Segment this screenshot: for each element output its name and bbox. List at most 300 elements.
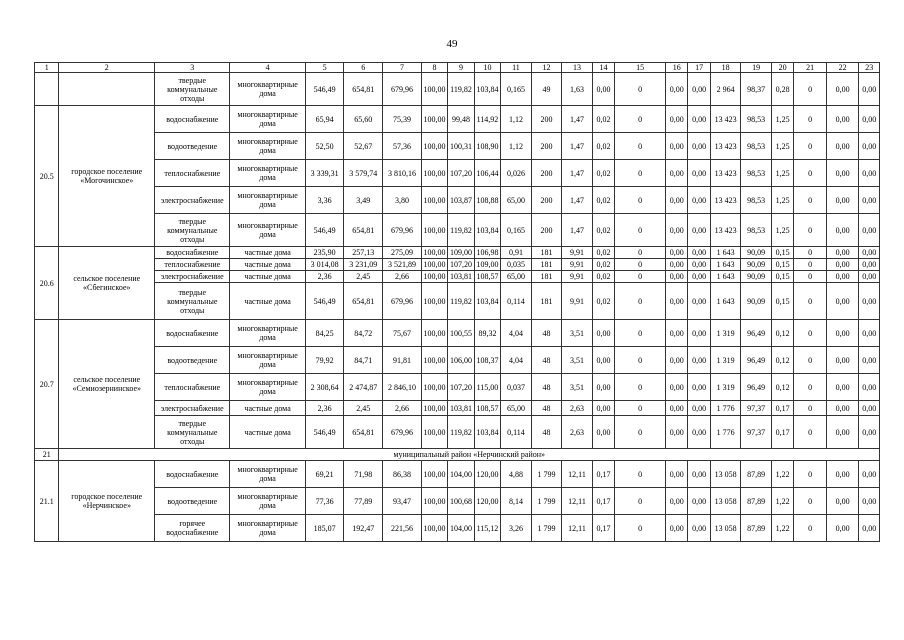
value-cell: 679,96 (383, 283, 422, 320)
value-cell: 57,36 (383, 133, 422, 160)
table-row (35, 401, 880, 416)
value-cell: 0,00 (688, 461, 710, 488)
value-cell: 103,81 (448, 401, 474, 416)
value-cell: 13 058 (710, 488, 741, 515)
value-cell: 49 (531, 73, 562, 106)
value-cell: 97,37 (741, 401, 772, 416)
value-cell: 0 (794, 187, 827, 214)
value-cell: 0 (794, 488, 827, 515)
value-cell: 0,00 (666, 461, 688, 488)
value-cell: 0,00 (688, 247, 710, 259)
value-cell: 0,00 (666, 515, 688, 542)
value-cell: 90,09 (741, 283, 772, 320)
value-cell: 200 (531, 106, 562, 133)
value-cell: 0 (615, 488, 666, 515)
value-cell: 0,00 (826, 461, 859, 488)
value-cell: 65,00 (501, 271, 532, 283)
value-cell: 0,02 (592, 259, 614, 271)
value-cell: 0,00 (826, 247, 859, 259)
column-number: 6 (344, 63, 383, 73)
value-cell: 654,81 (344, 283, 383, 320)
value-cell: 90,09 (741, 247, 772, 259)
value-cell: 0,00 (666, 187, 688, 214)
value-cell: 0,02 (592, 106, 614, 133)
value-cell: 0,00 (666, 106, 688, 133)
value-cell: 0,00 (826, 160, 859, 187)
service-cell: твердые коммунальные отходы (155, 73, 230, 106)
value-cell: 0,00 (859, 247, 880, 259)
value-cell: 120,00 (474, 461, 500, 488)
value-cell: 119,82 (448, 416, 474, 449)
column-number: 16 (666, 63, 688, 73)
value-cell: 0,00 (826, 374, 859, 401)
value-cell: 0,00 (859, 133, 880, 160)
value-cell: 0,15 (771, 247, 793, 259)
value-cell: 0,00 (592, 401, 614, 416)
value-cell: 0,15 (771, 271, 793, 283)
housing-cell: многоквартирные дома (230, 133, 305, 160)
value-cell: 0 (794, 106, 827, 133)
value-cell: 0,114 (501, 416, 532, 449)
value-cell: 1 319 (710, 347, 741, 374)
value-cell: 0,00 (592, 73, 614, 106)
value-cell: 108,37 (474, 347, 500, 374)
value-cell: 0,00 (666, 214, 688, 247)
value-cell: 93,47 (383, 488, 422, 515)
value-cell: 0,00 (859, 347, 880, 374)
group-id: 21.1 (35, 461, 59, 542)
value-cell: 181 (531, 259, 562, 271)
column-number: 13 (562, 63, 593, 73)
value-cell: 1,47 (562, 214, 593, 247)
value-cell: 100,55 (448, 320, 474, 347)
value-cell: 100,00 (421, 401, 447, 416)
value-cell: 0 (615, 515, 666, 542)
value-cell: 96,49 (741, 320, 772, 347)
value-cell: 0,00 (666, 416, 688, 449)
value-cell: 0,00 (859, 259, 880, 271)
housing-cell: частные дома (230, 283, 305, 320)
value-cell: 98,53 (741, 133, 772, 160)
group-id: 20.6 (35, 247, 59, 320)
value-cell: 100,00 (421, 271, 447, 283)
value-cell: 65,60 (344, 106, 383, 133)
value-cell: 2 308,64 (305, 374, 344, 401)
value-cell: 4,88 (501, 461, 532, 488)
table-row (35, 320, 880, 347)
value-cell: 103,84 (474, 214, 500, 247)
housing-cell: многоквартирные дома (230, 461, 305, 488)
column-number: 15 (615, 63, 666, 73)
value-cell: 3 810,16 (383, 160, 422, 187)
value-cell: 679,96 (383, 73, 422, 106)
value-cell: 1,22 (771, 488, 793, 515)
value-cell: 0,00 (826, 106, 859, 133)
value-cell: 0,00 (859, 160, 880, 187)
value-cell: 0,00 (826, 187, 859, 214)
value-cell: 2,36 (305, 271, 344, 283)
service-cell: твердые коммунальные отходы (155, 214, 230, 247)
value-cell: 115,00 (474, 374, 500, 401)
district-name: муниципальный район «Нерчинский район» (59, 449, 880, 461)
value-cell: 109,00 (474, 259, 500, 271)
value-cell: 90,09 (741, 271, 772, 283)
value-cell: 0 (794, 259, 827, 271)
value-cell: 103,84 (474, 73, 500, 106)
value-cell: 0,00 (859, 214, 880, 247)
service-cell: водоотведение (155, 133, 230, 160)
value-cell: 1 643 (710, 247, 741, 259)
value-cell: 0,00 (859, 401, 880, 416)
value-cell: 99,48 (448, 106, 474, 133)
value-cell: 0,00 (592, 320, 614, 347)
service-cell: водоотведение (155, 488, 230, 515)
value-cell: 0 (794, 160, 827, 187)
value-cell: 0,00 (592, 347, 614, 374)
value-cell: 1 643 (710, 259, 741, 271)
table-row (35, 461, 880, 488)
housing-cell: многоквартирные дома (230, 214, 305, 247)
value-cell: 108,57 (474, 271, 500, 283)
value-cell: 98,53 (741, 187, 772, 214)
value-cell: 0,15 (771, 283, 793, 320)
group-id: 20.7 (35, 320, 59, 449)
value-cell: 100,68 (448, 488, 474, 515)
value-cell: 2,45 (344, 271, 383, 283)
value-cell: 0 (794, 401, 827, 416)
value-cell: 0,00 (666, 259, 688, 271)
column-number: 23 (859, 63, 880, 73)
value-cell: 9,91 (562, 259, 593, 271)
group-name: городское поселение «Могочинское» (59, 106, 155, 247)
value-cell: 0,12 (771, 374, 793, 401)
value-cell: 100,00 (421, 259, 447, 271)
value-cell: 185,07 (305, 515, 344, 542)
value-cell: 119,82 (448, 73, 474, 106)
value-cell: 107,20 (448, 160, 474, 187)
value-cell: 546,49 (305, 416, 344, 449)
value-cell: 0,00 (826, 347, 859, 374)
value-cell: 0 (794, 247, 827, 259)
housing-cell: частные дома (230, 401, 305, 416)
group-id: 20.5 (35, 106, 59, 247)
group-name: сельское поселение «Семиозернинское» (59, 320, 155, 449)
value-cell: 0,00 (688, 259, 710, 271)
value-cell: 0 (615, 347, 666, 374)
value-cell: 0 (615, 247, 666, 259)
value-cell: 98,53 (741, 106, 772, 133)
value-cell: 0,00 (666, 401, 688, 416)
value-cell: 103,84 (474, 416, 500, 449)
value-cell: 106,98 (474, 247, 500, 259)
value-cell: 0,00 (666, 247, 688, 259)
value-cell: 1,25 (771, 160, 793, 187)
value-cell: 546,49 (305, 283, 344, 320)
value-cell: 1 319 (710, 374, 741, 401)
value-cell: 0,12 (771, 347, 793, 374)
value-cell: 0 (794, 374, 827, 401)
value-cell: 1 643 (710, 283, 741, 320)
value-cell: 1 776 (710, 416, 741, 449)
value-cell: 0,02 (592, 133, 614, 160)
table-row (35, 283, 880, 320)
value-cell: 192,47 (344, 515, 383, 542)
value-cell: 546,49 (305, 73, 344, 106)
value-cell: 91,81 (383, 347, 422, 374)
column-number: 20 (771, 63, 793, 73)
value-cell: 0,026 (501, 160, 532, 187)
housing-cell: многоквартирные дома (230, 347, 305, 374)
service-cell: теплоснабжение (155, 259, 230, 271)
value-cell: 0,00 (826, 73, 859, 106)
value-cell: 100,00 (421, 374, 447, 401)
service-cell: электроснабжение (155, 271, 230, 283)
value-cell: 679,96 (383, 214, 422, 247)
value-cell: 1 319 (710, 320, 741, 347)
value-cell: 100,00 (421, 214, 447, 247)
value-cell: 235,90 (305, 247, 344, 259)
value-cell: 2 846,10 (383, 374, 422, 401)
column-number: 9 (448, 63, 474, 73)
value-cell: 65,00 (501, 187, 532, 214)
value-cell: 0,037 (501, 374, 532, 401)
value-cell: 87,89 (741, 488, 772, 515)
value-cell: 1,25 (771, 214, 793, 247)
value-cell: 1,25 (771, 187, 793, 214)
housing-cell: частные дома (230, 247, 305, 259)
value-cell: 77,36 (305, 488, 344, 515)
group-id (35, 73, 59, 106)
value-cell: 0 (615, 283, 666, 320)
housing-cell: частные дома (230, 416, 305, 449)
column-number: 22 (826, 63, 859, 73)
value-cell: 0,00 (688, 271, 710, 283)
value-cell: 3 521,89 (383, 259, 422, 271)
value-cell: 0,17 (592, 461, 614, 488)
column-number: 2 (59, 63, 155, 73)
value-cell: 0 (615, 461, 666, 488)
housing-cell: многоквартирные дома (230, 320, 305, 347)
service-cell: твердые коммунальные отходы (155, 416, 230, 449)
value-cell: 100,00 (421, 133, 447, 160)
table-row (35, 214, 880, 247)
service-cell: электроснабжение (155, 187, 230, 214)
table-row (35, 347, 880, 374)
value-cell: 0,15 (771, 259, 793, 271)
value-cell: 108,90 (474, 133, 500, 160)
value-cell: 98,53 (741, 160, 772, 187)
value-cell: 0,02 (592, 271, 614, 283)
value-cell: 2,63 (562, 416, 593, 449)
value-cell: 0,00 (688, 106, 710, 133)
value-cell: 96,49 (741, 347, 772, 374)
value-cell: 104,00 (448, 515, 474, 542)
value-cell: 0,00 (826, 133, 859, 160)
value-cell: 0,02 (592, 214, 614, 247)
value-cell: 87,89 (741, 515, 772, 542)
value-cell: 90,09 (741, 259, 772, 271)
value-cell: 65,94 (305, 106, 344, 133)
service-cell: водоснабжение (155, 320, 230, 347)
value-cell: 9,91 (562, 283, 593, 320)
value-cell: 1,63 (562, 73, 593, 106)
value-cell: 119,82 (448, 214, 474, 247)
table-row (35, 259, 880, 271)
value-cell: 275,09 (383, 247, 422, 259)
value-cell: 106,00 (448, 347, 474, 374)
column-number: 3 (155, 63, 230, 73)
value-cell: 103,84 (474, 283, 500, 320)
value-cell: 2,45 (344, 401, 383, 416)
value-cell: 2 964 (710, 73, 741, 106)
value-cell: 0,00 (688, 515, 710, 542)
table-row (35, 515, 880, 542)
table-row (35, 374, 880, 401)
table-row (35, 416, 880, 449)
value-cell: 13 423 (710, 214, 741, 247)
value-cell: 2,36 (305, 401, 344, 416)
value-cell: 0,00 (592, 416, 614, 449)
value-cell: 107,20 (448, 259, 474, 271)
value-cell: 221,56 (383, 515, 422, 542)
value-cell: 48 (531, 416, 562, 449)
value-cell: 1 643 (710, 271, 741, 283)
value-cell: 48 (531, 401, 562, 416)
value-cell: 13 058 (710, 461, 741, 488)
value-cell: 0,00 (666, 283, 688, 320)
value-cell: 12,11 (562, 488, 593, 515)
value-cell: 100,31 (448, 133, 474, 160)
service-cell: водоснабжение (155, 106, 230, 133)
table-row (35, 160, 880, 187)
value-cell: 1,12 (501, 106, 532, 133)
value-cell: 0,165 (501, 73, 532, 106)
value-cell: 103,81 (448, 271, 474, 283)
table-row (35, 271, 880, 283)
value-cell: 0,035 (501, 259, 532, 271)
table-row (35, 73, 880, 106)
service-cell: горячее водоснабжение (155, 515, 230, 542)
value-cell: 2,66 (383, 271, 422, 283)
housing-cell: многоквартирные дома (230, 515, 305, 542)
value-cell: 0,00 (859, 271, 880, 283)
value-cell: 1,47 (562, 106, 593, 133)
value-cell: 100,00 (421, 515, 447, 542)
value-cell: 96,49 (741, 374, 772, 401)
value-cell: 0,00 (826, 214, 859, 247)
value-cell: 0,00 (688, 187, 710, 214)
value-cell: 84,71 (344, 347, 383, 374)
value-cell: 52,50 (305, 133, 344, 160)
service-cell: водоснабжение (155, 461, 230, 488)
value-cell: 0,00 (859, 320, 880, 347)
page-number: 49 (446, 38, 458, 50)
value-cell: 0,02 (592, 283, 614, 320)
value-cell: 0 (615, 271, 666, 283)
tariff-table (34, 62, 880, 542)
value-cell: 0,00 (688, 160, 710, 187)
value-cell: 1,47 (562, 187, 593, 214)
value-cell: 84,72 (344, 320, 383, 347)
value-cell: 100,00 (421, 488, 447, 515)
value-cell: 0,28 (771, 73, 793, 106)
value-cell: 0,00 (666, 488, 688, 515)
value-cell: 69,21 (305, 461, 344, 488)
value-cell: 654,81 (344, 416, 383, 449)
value-cell: 108,88 (474, 187, 500, 214)
value-cell: 0,02 (592, 187, 614, 214)
value-cell: 0 (615, 374, 666, 401)
value-cell: 100,00 (421, 320, 447, 347)
value-cell: 0,00 (688, 416, 710, 449)
value-cell: 3 014,08 (305, 259, 344, 271)
value-cell: 8,14 (501, 488, 532, 515)
value-cell: 3,36 (305, 187, 344, 214)
value-cell: 0,00 (666, 73, 688, 106)
column-number: 10 (474, 63, 500, 73)
column-number: 19 (741, 63, 772, 73)
housing-cell: частные дома (230, 271, 305, 283)
column-number: 12 (531, 63, 562, 73)
value-cell: 0 (615, 187, 666, 214)
district-id: 21 (35, 449, 59, 461)
column-number-row (35, 63, 880, 73)
value-cell: 115,12 (474, 515, 500, 542)
value-cell: 0,00 (859, 374, 880, 401)
value-cell: 120,00 (474, 488, 500, 515)
value-cell: 4,04 (501, 320, 532, 347)
value-cell: 200 (531, 160, 562, 187)
value-cell: 1,25 (771, 133, 793, 160)
value-cell: 0,00 (859, 416, 880, 449)
column-number: 17 (688, 63, 710, 73)
housing-cell: многоквартирные дома (230, 374, 305, 401)
service-cell: твердые коммунальные отходы (155, 283, 230, 320)
value-cell: 86,38 (383, 461, 422, 488)
value-cell: 3,80 (383, 187, 422, 214)
value-cell: 1,22 (771, 461, 793, 488)
value-cell: 0,00 (859, 106, 880, 133)
value-cell: 1,47 (562, 160, 593, 187)
column-number: 1 (35, 63, 59, 73)
value-cell: 181 (531, 247, 562, 259)
value-cell: 1,22 (771, 515, 793, 542)
value-cell: 52,67 (344, 133, 383, 160)
value-cell: 1,12 (501, 133, 532, 160)
value-cell: 0,00 (859, 488, 880, 515)
value-cell: 2 474,87 (344, 374, 383, 401)
value-cell: 181 (531, 283, 562, 320)
value-cell: 9,91 (562, 247, 593, 259)
value-cell: 0,00 (826, 283, 859, 320)
value-cell: 71,98 (344, 461, 383, 488)
column-number: 5 (305, 63, 344, 73)
value-cell: 100,00 (421, 73, 447, 106)
column-number: 7 (383, 63, 422, 73)
value-cell: 0,00 (859, 187, 880, 214)
value-cell: 0 (615, 106, 666, 133)
value-cell: 98,53 (741, 214, 772, 247)
value-cell: 107,20 (448, 374, 474, 401)
value-cell: 77,89 (344, 488, 383, 515)
value-cell: 654,81 (344, 214, 383, 247)
value-cell: 13 423 (710, 187, 741, 214)
value-cell: 1 776 (710, 401, 741, 416)
value-cell: 1 799 (531, 461, 562, 488)
value-cell: 0 (794, 320, 827, 347)
value-cell: 257,13 (344, 247, 383, 259)
value-cell: 0,02 (592, 247, 614, 259)
